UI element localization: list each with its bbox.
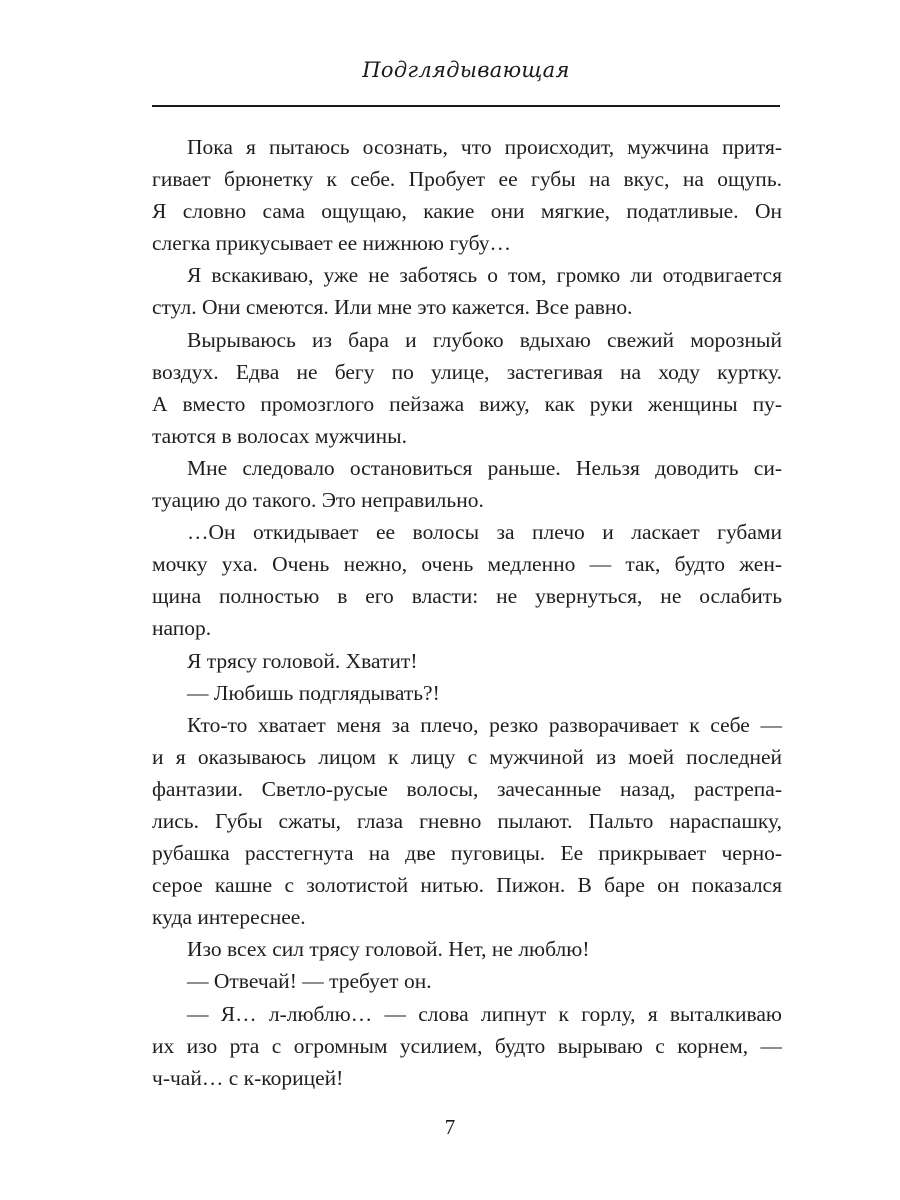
- text-line: ч-чай… с к-корицей!: [152, 1065, 344, 1090]
- page-number: 7: [444, 1115, 456, 1139]
- text-line: Пока я пытаюсь осознать, что происходит, мужчина притя-: [187, 135, 782, 159]
- text-line: напор.: [152, 616, 212, 641]
- text-line: воздух. Едва не бегу по улице, застегивая на ходу куртку.: [152, 359, 782, 384]
- text-line: лись. Губы сжаты, глаза гневно пылают. Пальто нараспашку,: [152, 808, 782, 833]
- text-line: Я словно сама ощущаю, какие они мягкие, податливые. Он: [152, 199, 782, 224]
- text-line: Я вскакиваю, уже не заботясь о том, громко ли отодвигается: [187, 263, 782, 288]
- text-line: гивает брюнетку к себе. Пробует ее губы на вкус, на ощупь.: [152, 167, 782, 192]
- text-line: — Я… л-люблю… — слова липнут к горлу, я выталкиваю: [187, 1001, 782, 1026]
- text-line: стул. Они смеются. Или мне это кажется. Все равно.: [152, 295, 633, 320]
- text-line: Мне следовало остановиться раньше. Нельзя доводить си-: [187, 455, 782, 480]
- running-head-title: Подглядывающая: [362, 58, 570, 82]
- body-text: [152, 131, 782, 1094]
- text-line: куда интереснее.: [152, 905, 306, 930]
- text-line: серое кашне с золотистой нитью. Пижон. В баре он показался: [152, 873, 782, 898]
- text-line: — Любишь подглядывать?!: [187, 680, 440, 705]
- text-line: их изо рта с огромным усилием, будто вырываю с корнем, —: [152, 1033, 782, 1058]
- text-line: туацию до такого. Это неправильно.: [152, 488, 484, 513]
- text-line: Кто-то хватает меня за плечо, резко разворачивает к себе —: [187, 712, 782, 737]
- text-line: …Он откидывает ее волосы за плечо и ласкает губами: [187, 520, 782, 545]
- text-line: таются в волосах мужчины.: [152, 423, 407, 448]
- text-line: и я оказываюсь лицом к лицу с мужчиной из моей последней: [152, 744, 782, 769]
- text-line: Изо всех сил трясу головой. Нет, не люблю!: [187, 937, 590, 962]
- text-line: Вырываюсь из бара и глубоко вдыхаю свежий морозный: [187, 327, 782, 352]
- header-rule: [152, 105, 780, 107]
- text-line: щина полностью в его власти: не увернуться, не ослабить: [152, 584, 782, 609]
- text-line: слегка прикусывает ее нижнюю губу…: [152, 231, 512, 256]
- text-line: фантазии. Светло-русые волосы, зачесанные назад, растрепа-: [152, 776, 782, 801]
- text-line: рубашка расстегнута на две пуговицы. Ее прикрывает черно-: [152, 841, 782, 866]
- text-line: А вместо промозглого пейзажа вижу, как руки женщины пу-: [152, 391, 782, 416]
- text-line: Я трясу головой. Хватит!: [187, 648, 418, 673]
- text-line: мочку уха. Очень нежно, очень медленно — так, будто жен-: [152, 552, 782, 577]
- text-line: — Отвечай! — требует он.: [187, 969, 432, 994]
